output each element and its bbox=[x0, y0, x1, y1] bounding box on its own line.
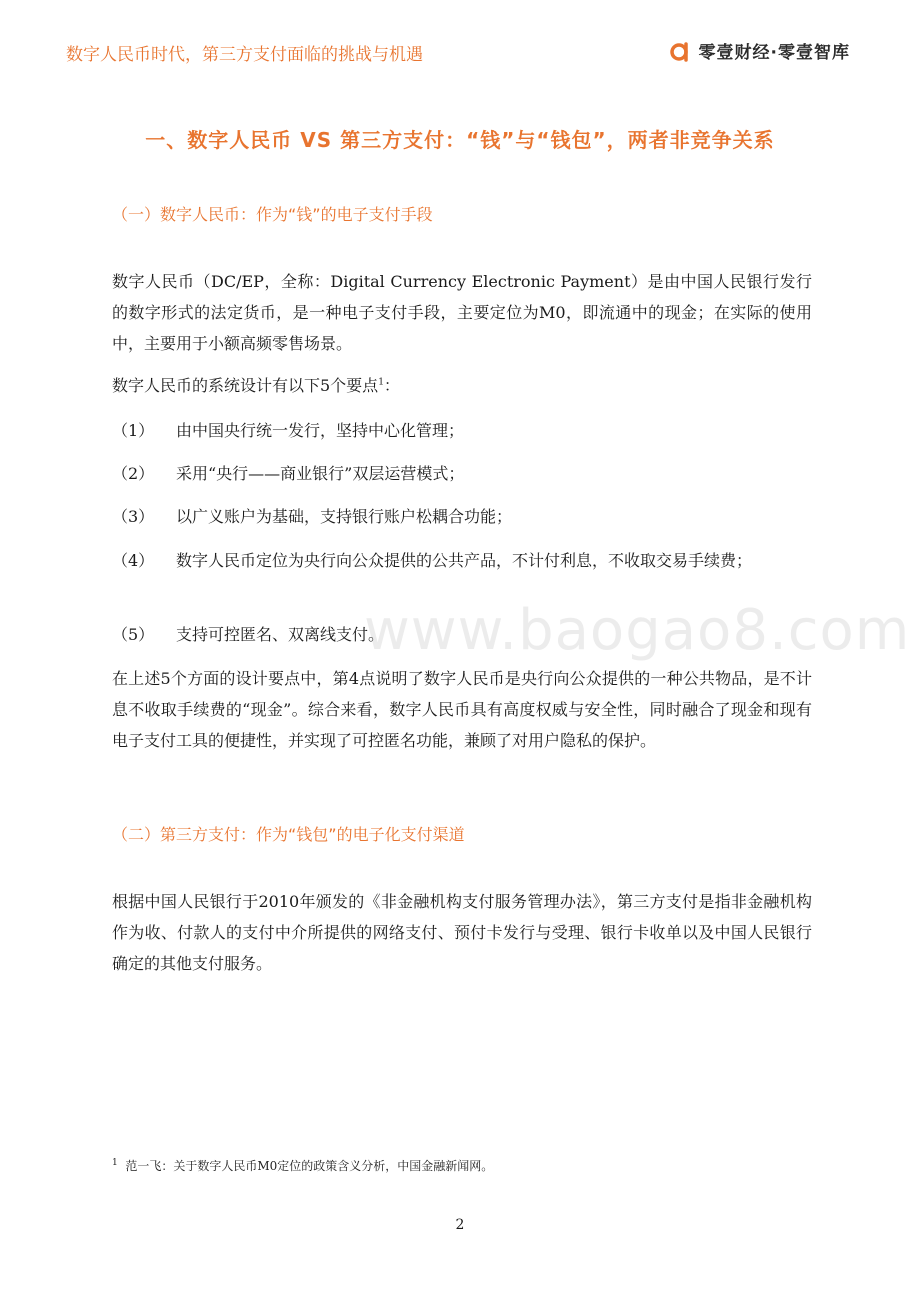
list-item-text: 由中国央行统一发行，坚持中心化管理； bbox=[176, 421, 465, 440]
points-lead bbox=[112, 370, 812, 401]
subsection-1-title: （一）数字人民币：作为“钱”的电子支付手段 bbox=[112, 205, 433, 224]
footnote-ref: 1 bbox=[378, 377, 384, 388]
points-lead-text: 数字人民币的系统设计有以下5个要点 bbox=[112, 376, 379, 395]
page-number: 2 bbox=[455, 1217, 465, 1233]
footnote-marker: 1 bbox=[112, 1158, 118, 1168]
list-item-number: （2） bbox=[112, 464, 155, 483]
third-party-paragraph: 根据中国人民银行于2010年颁发的《非金融机构支付服务管理办法》，第三方支付是指非金融机构作为收、付款人的支付中介所提供的网络支付、预付卡发行与受理、银行卡收单以及中国人民银行确定的其他支付服务。 bbox=[112, 892, 812, 973]
watermark: www.baogao8.com bbox=[364, 598, 911, 663]
list-item-number: （4） bbox=[112, 551, 155, 570]
subsection-2-title: （二）第三方支付：作为“钱包”的电子化支付渠道 bbox=[112, 825, 465, 844]
brand-logo-icon bbox=[669, 40, 691, 62]
brand-name: 零壹财经·零壹智库 bbox=[698, 43, 850, 63]
list-item-number: （3） bbox=[112, 507, 155, 526]
list-item-text: 以广义账户为基础，支持银行账户松耦合功能； bbox=[176, 507, 513, 526]
list-item-text: 采用“央行——商业银行”双层运营模式； bbox=[176, 464, 465, 483]
brand bbox=[669, 38, 850, 63]
document-header-title: 数字人民币时代，第三方支付面临的挑战与机遇 bbox=[66, 45, 423, 65]
list-item-text: 支持可控匿名、双离线支付。 bbox=[176, 625, 385, 644]
summary-paragraph: 在上述5个方面的设计要点中，第4点说明了数字人民币是央行向公众提供的一种公共物品，是不计息不收取手续费的“现金”。综合来看，数字人民币具有高度权威与安全性，同时融合了现金和现有电子支付工具的便捷性，并实现了可控匿名功能，兼顾了对用户隐私的保护。 bbox=[112, 669, 812, 750]
footnote bbox=[112, 1157, 493, 1174]
list-item-text: 数字人民币定位为央行向公众提供的公共产品，不计付利息，不收取交易手续费； bbox=[176, 551, 753, 570]
list-item bbox=[112, 501, 812, 532]
intro-paragraph: 数字人民币（DC/EP，全称：Digital Currency Electronic Payment）是由中国人民银行发行的数字形式的法定货币，是一种电子支付手段，主要定位为M0，即流通中的现金；在实际的使用中，主要用于小额高频零售场景。 bbox=[112, 272, 812, 353]
list-item bbox=[112, 415, 812, 446]
list-item bbox=[112, 458, 812, 489]
footnote-text: 范一飞：关于数字人民币M0定位的政策含义分析，中国金融新闻网。 bbox=[125, 1159, 494, 1173]
points-lead-end: ： bbox=[383, 376, 400, 395]
list-item-number: （1） bbox=[112, 421, 155, 440]
list-item-number: （5） bbox=[112, 625, 155, 644]
list-item bbox=[112, 545, 812, 576]
section-title: 一、数字人民币 VS 第三方支付：“钱”与“钱包”，两者非竞争关系 bbox=[145, 128, 775, 152]
